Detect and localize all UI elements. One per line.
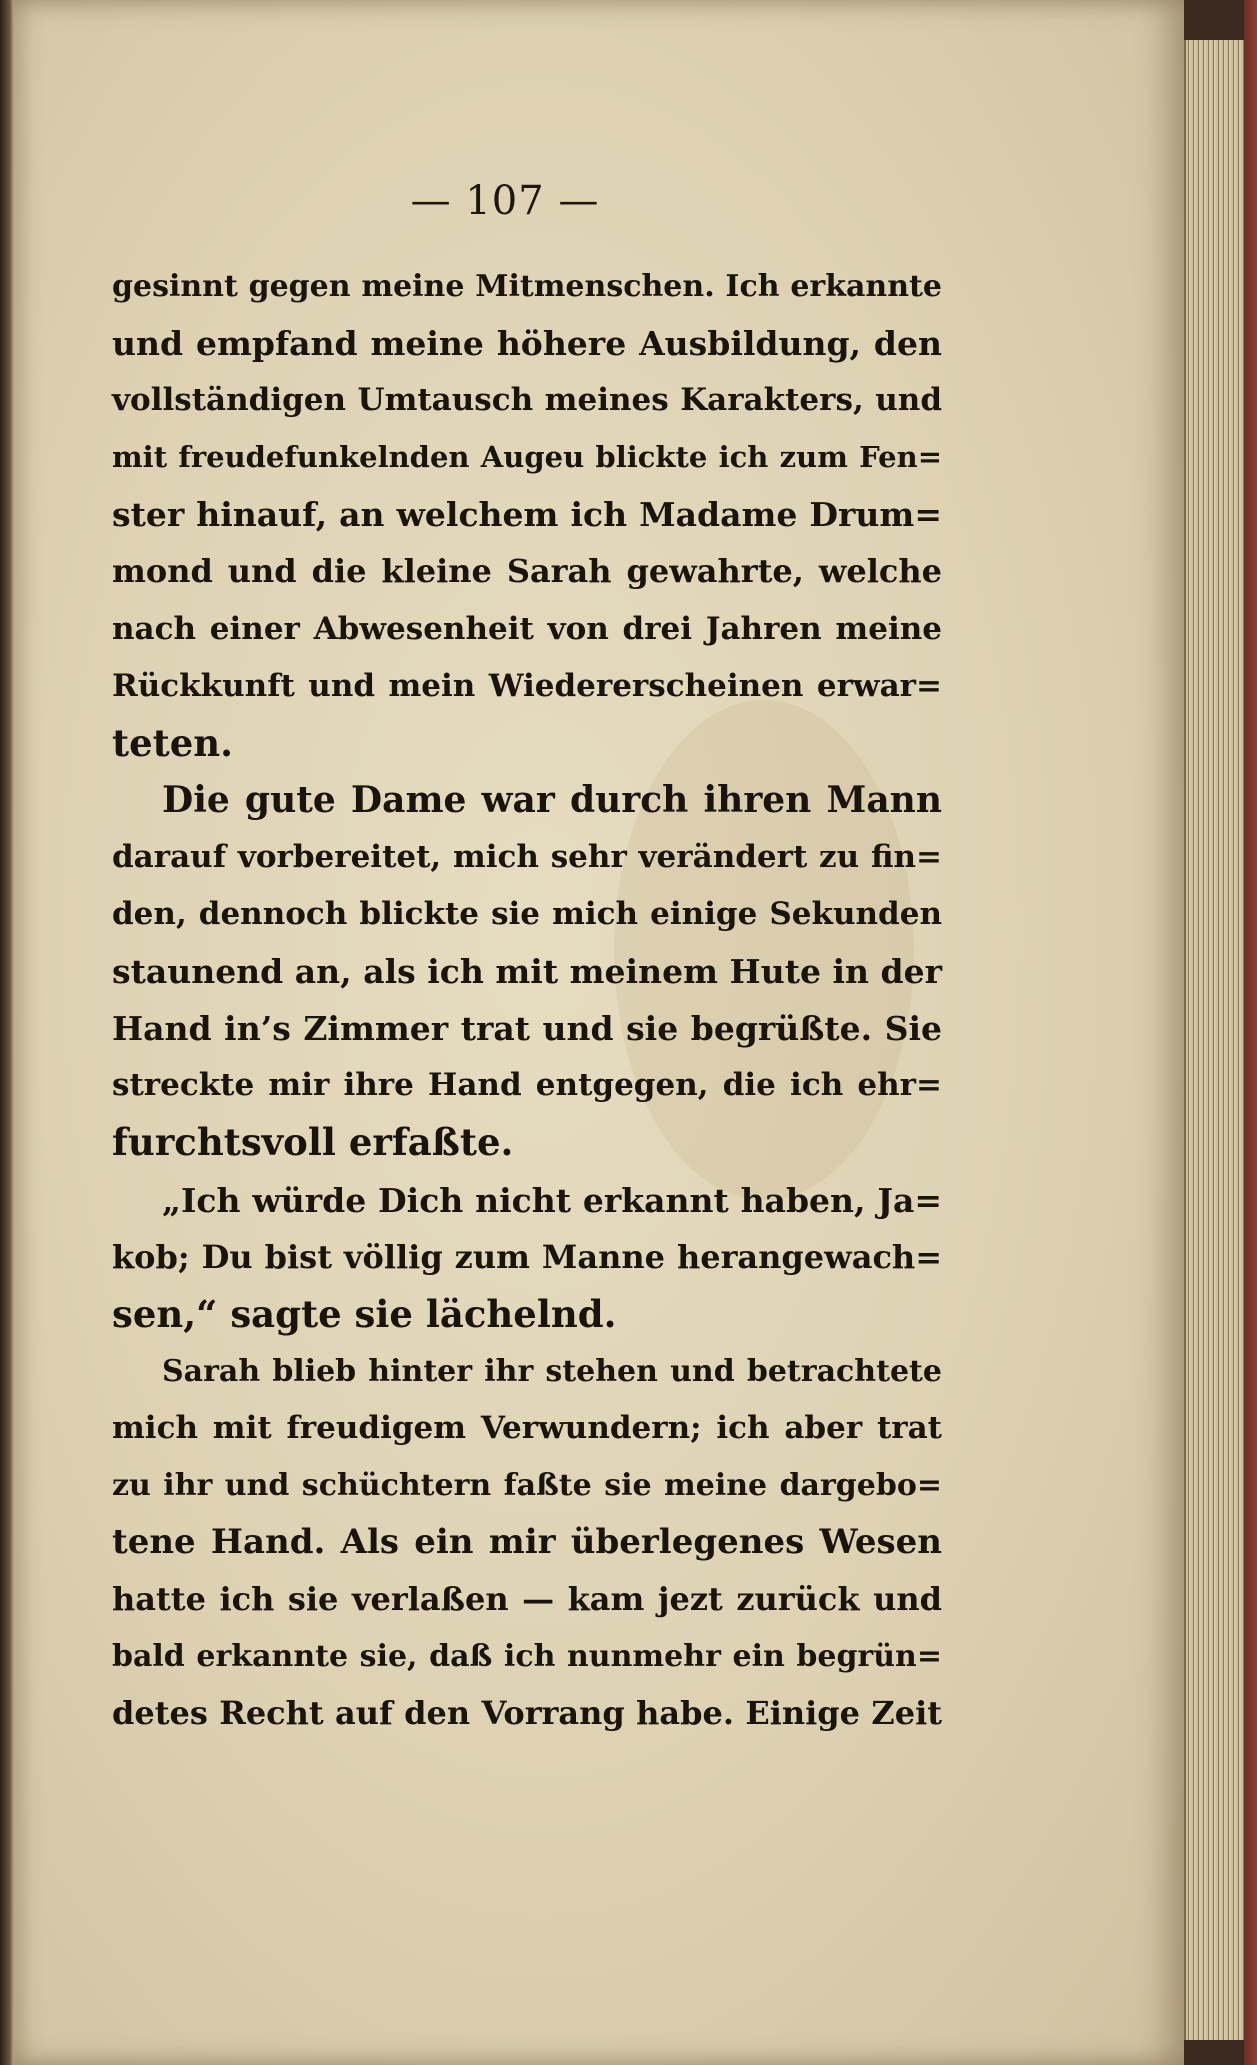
text-line: kob; Du bist völlig zum Manne herangewach= [112, 1237, 942, 1276]
text-line: den, dennoch blickte sie mich einige Sekunden [112, 896, 942, 933]
book-cover-edge [1244, 0, 1257, 2065]
text-line: ster hinauf, an welchem ich Madame Drum= [112, 495, 942, 535]
text-line: streckte mir ihre Hand entgegen, die ich ehr= [112, 1067, 942, 1104]
text-line: Rückkunft und mein Wiedererscheinen erwar= [112, 667, 942, 704]
text-line: Hand in’s Zimmer trat und sie begrüßte. Sie [112, 1009, 942, 1049]
text-line: mit freudefunkelnden Augeu blickte ich zum Fen= [112, 440, 942, 475]
text-line: gesinnt gegen meine Mitmenschen. Ich erkannte [112, 269, 942, 304]
text-line: bald erkannte sie, daß ich nunmehr ein begrün= [112, 1639, 942, 1675]
text-line: staunend an, als ich mit meinem Hute in der [112, 952, 942, 992]
text-line: hatte ich sie verlaßen — kam jezt zurück und [112, 1580, 942, 1619]
page-number-header: — 107 — [410, 178, 600, 224]
book-spine-edge [0, 0, 14, 2065]
text-line: sen,“ sagte sie lächelnd. [112, 1291, 617, 1336]
text-line: „Ich würde Dich nicht erkannt haben, Ja= [162, 1180, 942, 1220]
text-line: teten. [112, 720, 234, 765]
text-line: Die gute Dame war durch ihren Mann [162, 778, 942, 821]
text-line: vollständigen Umtausch meines Karakters, und [112, 382, 942, 419]
text-line: mich mit freudigem Verwundern; ich aber trat [112, 1409, 942, 1446]
text-line: und empfand meine höhere Ausbildung, den [112, 324, 942, 364]
text-line: Sarah blieb hinter ihr stehen und betrachtete [162, 1353, 942, 1389]
text-line: darauf vorbereitet, mich sehr verändert zu fin= [112, 838, 942, 875]
text-line: zu ihr und schüchtern faßte sie meine dargebo= [112, 1467, 942, 1503]
page-edges [1184, 40, 1246, 2040]
body-text [112, 258, 942, 1742]
text-line: furchtsvoll erfaßte. [112, 1120, 514, 1165]
text-line: nach einer Abwesenheit von drei Jahren meine [112, 610, 942, 647]
text-line: mond und die kleine Sarah gewahrte, welche [112, 552, 942, 591]
text-line: tene Hand. Als ein mir überlegenes Wesen [112, 1522, 942, 1563]
text-line: detes Recht auf den Vorrang habe. Einige Zeit [112, 1694, 942, 1733]
